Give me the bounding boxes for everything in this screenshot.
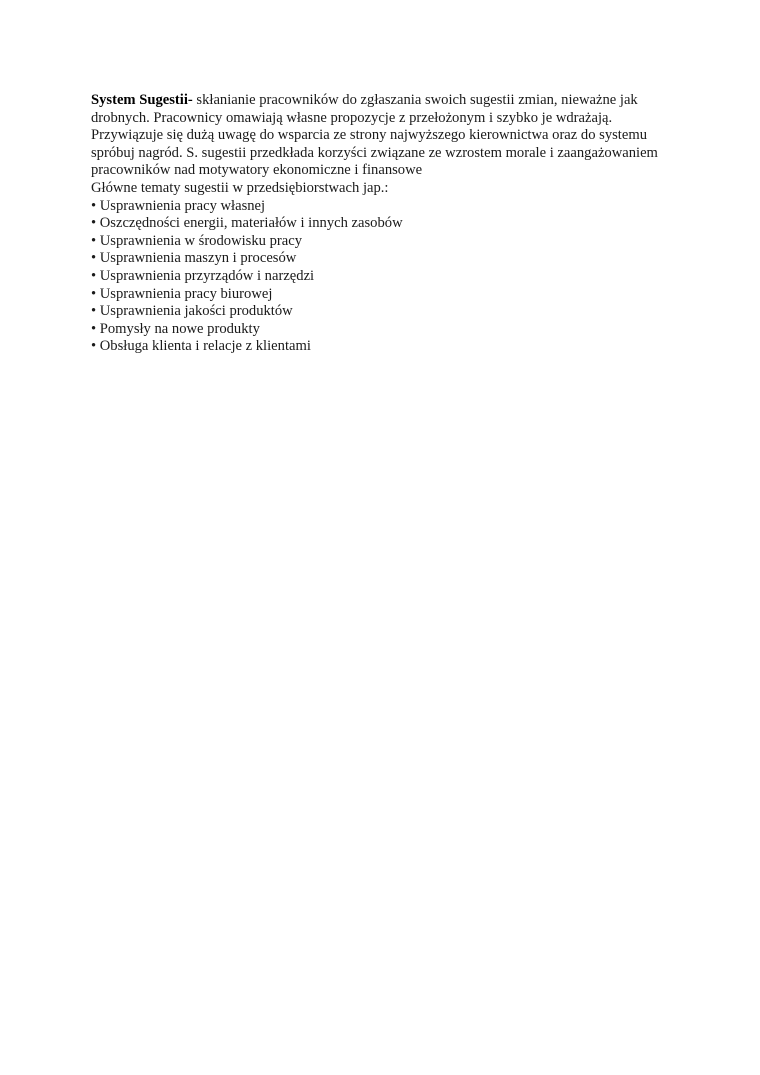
list-item: • Usprawnienia jakości produktów xyxy=(91,303,293,320)
list-item: • Usprawnienia pracy biurowej xyxy=(91,285,273,302)
document-body xyxy=(91,92,681,356)
term-heading: System Sugestii- xyxy=(91,92,193,108)
topics-list xyxy=(91,198,681,356)
definition-text: skłanianie pracowników do zgłaszania swoich sugestii zmian, nieważne jak drobnych. Pracownicy omawiają własne propozycje z przełożonym i szybko je wdrażają. Przywiązuje się dużą uwagę do wsparcia ze strony najwyższego kierownictwa oraz do systemu spróbuj nagród. S. sugestii przedkłada korzyści związane ze wzrostem morale i zaangażowaniem pracowników nad motywatory ekonomiczne i finansowe xyxy=(91,92,658,179)
list-item: • Usprawnienia maszyn i procesów xyxy=(91,250,297,267)
list-item: • Pomysły na nowe produkty xyxy=(91,320,260,337)
list-item: • Usprawnienia pracy własnej xyxy=(91,197,266,214)
list-item: • Obsługa klienta i relacje z klientami xyxy=(91,338,311,355)
topics-heading: Główne tematy sugestii w przedsiębiorstwach jap.: xyxy=(91,179,389,196)
list-item: • Oszczędności energii, materiałów i innych zasobów xyxy=(91,215,403,232)
list-item: • Usprawnienia w środowisku pracy xyxy=(91,232,302,249)
list-item: • Usprawnienia przyrządów i narzędzi xyxy=(91,267,315,284)
definition-paragraph xyxy=(91,92,681,180)
